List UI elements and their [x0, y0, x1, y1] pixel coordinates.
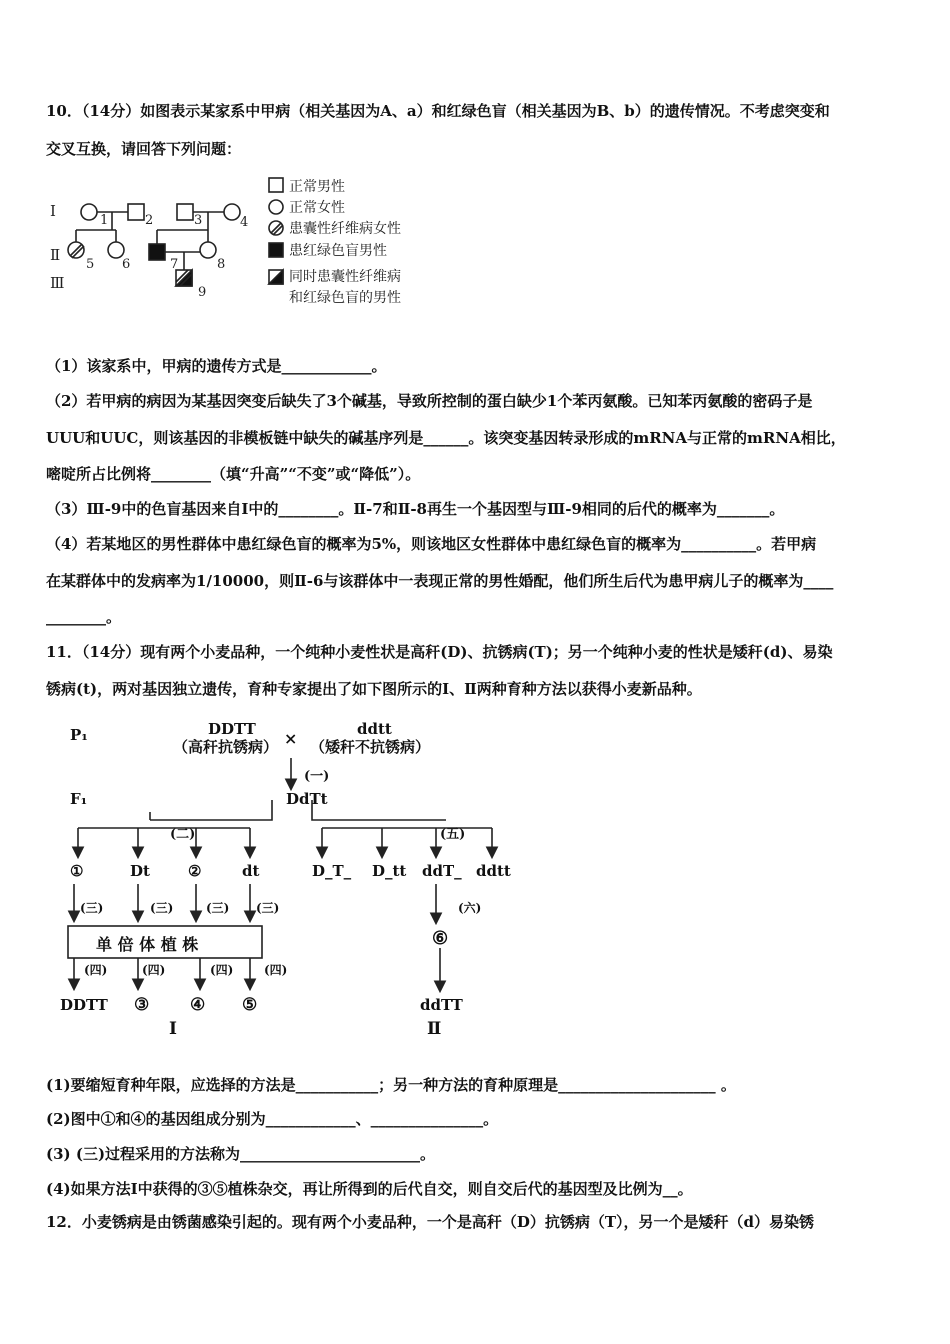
label-4: 4 — [240, 215, 249, 230]
step3-label-4: (三) — [256, 901, 280, 915]
q10-part2-line1: （2）若甲病的病因为某基因突变后缺失了3个碱基，导致所控制的蛋白缺少1个苯丙氨酸。已知苯丙氨酸的密码子是 — [46, 392, 813, 410]
pedigree-chart — [44, 172, 444, 312]
label-9: 9 — [198, 285, 207, 300]
q10-part4-line1: （4）若某地区的男性群体中患红绿色盲的概率为5%，则该地区女性群体中患红绿色盲的概率为__________。若甲病 — [46, 535, 817, 553]
q12-stem-line1: 12．小麦锈病是由锈菌感染引起的。现有两个小麦品种，一个是高秆（D）抗锈病（T），另一个是矮秆（d）易染锈 — [46, 1213, 815, 1231]
parent2-genotype: ddtt — [357, 720, 392, 738]
q11-stem-line2: 锈病(t)，两对基因独立遗传，育种专家提出了如下图所示的Ⅰ、Ⅱ两种育种方法以获得小麦新品种。 — [46, 680, 702, 698]
legend-normal-male-icon — [269, 178, 283, 192]
gamete-Dt: Dt — [130, 862, 150, 880]
step4-label-1: (四) — [84, 963, 108, 977]
step1-label: (一) — [304, 769, 330, 784]
step4-label-4: (四) — [264, 963, 288, 977]
step4-label-3: (四) — [210, 963, 234, 977]
gamete-dt: dt — [242, 862, 260, 880]
pedigree-I1 — [81, 204, 97, 220]
legend-text-6: 和红绿色盲的男性 — [289, 290, 401, 306]
f2-D_tt: D_tt — [372, 862, 407, 880]
legend-normal-female-icon — [269, 200, 283, 214]
q11-part2: (2)图中①和④的基因组成分别为____________、_______________。 — [46, 1110, 499, 1128]
pedigree-I4 — [224, 204, 240, 220]
q11-part4: (4)如果方法Ⅰ中获得的③⑤植株杂交，再让所得到的后代自交，则自交后代的基因型及比例为__。 — [46, 1180, 693, 1198]
method-II-label: Ⅱ — [427, 1019, 442, 1039]
legend-text-3: 患囊性纤维病女性 — [289, 221, 401, 237]
q10-stem-line2: 交叉互换，请回答下列问题： — [46, 140, 242, 158]
breeding-diagram — [60, 716, 530, 1046]
legend-cb-male-icon — [269, 243, 283, 257]
parent1-genotype: DDTT — [208, 720, 256, 738]
step4-label-2: (四) — [142, 963, 166, 977]
q10-part4-line2: 在某群体中的发病率为1/10000，则Ⅱ-6与该群体中一表现正常的男性婚配，他们所生后代为患甲病儿子的概率为____ — [46, 572, 834, 590]
gamete-1: ① — [70, 862, 84, 880]
step5-label: (五) — [440, 827, 466, 842]
result-5: ⑤ — [242, 995, 258, 1015]
f2-ddT_: ddT_ — [422, 862, 462, 880]
step3-label-1: (三) — [80, 901, 104, 915]
method-I-label: Ⅰ — [169, 1019, 177, 1039]
gen-III-label: Ⅲ — [50, 274, 65, 292]
q10-part4-line3: ________。 — [46, 608, 122, 626]
f2-ddtt: ddtt — [476, 862, 511, 880]
parent1-desc: （高秆抗锈病） — [173, 738, 279, 756]
result-ddTT: ddTT — [420, 996, 463, 1014]
pedigree-II7 — [149, 244, 165, 260]
label-8: 8 — [217, 257, 226, 272]
pedigree-II6 — [108, 242, 124, 258]
q10-stem-line1: 10．（14分）如图表示某家系中甲病（相关基因为A、a）和红绿色盲（相关基因为B、b）的遗传情况。不考虑突变和 — [46, 102, 830, 120]
legend-text-2: 正常女性 — [289, 200, 345, 216]
label-5: 5 — [86, 257, 95, 272]
label-1: 1 — [100, 213, 109, 228]
label-2: 2 — [145, 213, 154, 228]
label-7: 7 — [170, 257, 179, 272]
result-DDTT: DDTT — [60, 996, 108, 1014]
gen-I-label: Ⅰ — [50, 202, 56, 220]
step6-label: (六) — [458, 901, 482, 915]
step3-label-3: (三) — [206, 901, 230, 915]
p1-label: P₁ — [70, 726, 88, 744]
pedigree-I3 — [177, 204, 193, 220]
f2-D_T_: D_T_ — [312, 862, 352, 880]
legend-text-1: 正常男性 — [289, 179, 345, 195]
step3-label-2: (三) — [150, 901, 174, 915]
q11-part3: (3) (三)过程采用的方法称为________________________。 — [46, 1145, 436, 1163]
legend-text-5: 同时患囊性纤维病 — [289, 269, 401, 285]
parent2-desc: （矮秆不抗锈病） — [310, 738, 431, 756]
legend-text-4: 患红绿色盲男性 — [289, 243, 387, 259]
label-6: 6 — [122, 257, 131, 272]
gen-II-label: Ⅱ — [50, 246, 61, 264]
pedigree-II8 — [200, 242, 216, 258]
q11-stem-line1: 11．（14分）现有两个小麦品种，一个纯种小麦性状是高秆(D)、抗锈病(T)；另一个纯种小麦的性状是矮秆(d)、易染 — [46, 643, 833, 661]
q11-part1: (1)要缩短育种年限，应选择的方法是___________；另一种方法的育种原理是_____________________ 。 — [46, 1076, 736, 1094]
q10-part3: （3）Ⅲ-9中的色盲基因来自Ⅰ中的________。Ⅱ-7和Ⅱ-8再生一个基因型与Ⅲ-9相同的后代的概率为_______。 — [46, 500, 785, 518]
q10-part2-line2: UUU和UUC，则该基因的非模板链中缺失的碱基序列是______。该突变基因转录形成的mRNA与正常的mRNA相比， — [46, 429, 846, 447]
pedigree-I2 — [128, 204, 144, 220]
result-4: ④ — [190, 995, 206, 1015]
haploid-box-label: 单 倍 体 植 株 — [96, 935, 199, 954]
cross-symbol: × — [284, 729, 298, 748]
gamete-2: ② — [188, 862, 202, 880]
result-3: ③ — [134, 995, 150, 1015]
label-3: 3 — [194, 213, 203, 228]
q10-part1: （1）该家系中，甲病的遗传方式是____________。 — [46, 357, 387, 375]
plant-6: ⑥ — [432, 928, 449, 949]
f1-genotype: DdTt — [286, 790, 328, 808]
step2-label: (二) — [170, 827, 196, 842]
q10-part2-line3: 嘧啶所占比例将________（填“升高”“不变”或“降低”）。 — [46, 465, 421, 483]
f1-label: F₁ — [70, 790, 88, 808]
